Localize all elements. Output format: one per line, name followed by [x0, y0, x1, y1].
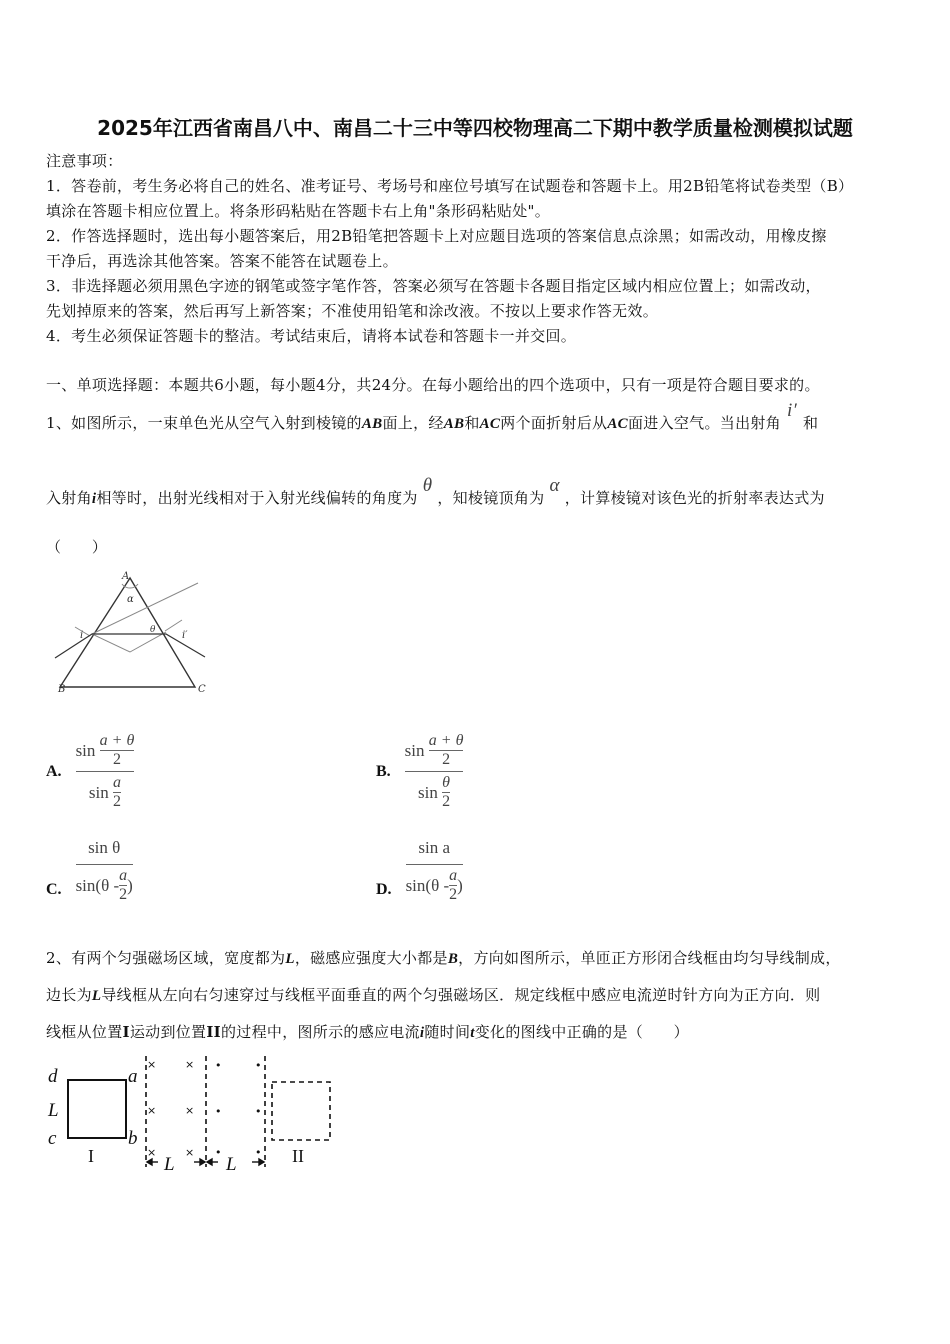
cross-mark: × [185, 1058, 195, 1071]
formula-part: $\frac{\theta}{2}$ [442, 774, 451, 810]
note-line: 填涂在答题卡相应位置上。将条形码粘贴在答题卡右上角"条形码粘贴处"。 [46, 202, 551, 220]
var-ac: AC [607, 416, 628, 432]
option-formula [76, 730, 135, 813]
formula-part: $\frac{a + \theta}{2}$ [99, 732, 135, 768]
text: 和 [803, 414, 819, 432]
text: 边长为 [46, 986, 92, 1004]
option-formula: sin a sin(θ - $\frac{a}{2}$ ) [406, 838, 463, 906]
q2-line-3 [46, 1022, 689, 1043]
dot-mark: • [215, 1146, 222, 1159]
formula-part: sin $\frac{a + \theta}{2}$ [75, 732, 135, 768]
alpha-label: α [127, 594, 134, 605]
text: 面上，经 [382, 414, 444, 432]
text: ，计算棱镜对该色光的折射率表达式为 [564, 489, 825, 507]
notes-heading: 注意事项： [46, 152, 123, 170]
page-title: 2025年江西省南昌八中、南昌二十三中等四校物理高二下期中教学质量检测模拟试题 [97, 116, 853, 140]
option-label: B. [376, 762, 391, 780]
text: 运动到位置 [129, 1023, 207, 1041]
var-t: t [470, 1025, 475, 1041]
q1-answer-paren: （ ） [46, 538, 108, 556]
var-theta: θ [422, 475, 433, 496]
var-ab: AB [443, 416, 465, 432]
iprime-label: i′ [182, 630, 188, 641]
formula-part: $\frac{a}{2}$ [119, 867, 128, 903]
position-i-label: I [88, 1146, 94, 1166]
var-l: L [285, 951, 295, 967]
corner-c-label: c [48, 1128, 57, 1149]
text: 1、如图所示，一束单色光从空气入射到棱镜的 [46, 414, 362, 432]
vertex-b-label: B [58, 684, 66, 695]
width-l2-label: L [226, 1154, 237, 1175]
cross-mark: × [147, 1058, 157, 1071]
var-iprime: i′ [787, 400, 798, 421]
option-label: A. [46, 762, 62, 780]
position-ii-label: II [292, 1146, 304, 1166]
dot-mark: • [255, 1059, 262, 1072]
formula-part: sin $\frac{a}{2}$ [88, 774, 121, 810]
prism-figure [50, 570, 210, 700]
side-l-label: L [48, 1100, 59, 1121]
text: 变化的图线中正确的是（ ） [474, 1023, 689, 1041]
option-a[interactable] [46, 730, 134, 813]
option-formula: sin θ sin(θ - $\frac{a}{2}$ ) [76, 838, 133, 906]
formula-part: sin $\frac{\theta}{2}$ [418, 774, 451, 810]
text: ，知棱镜顶角为 [437, 489, 545, 507]
text: 面进入空气。当出射角 [627, 414, 781, 432]
dot-mark: • [255, 1146, 262, 1159]
theta-label: θ [150, 625, 156, 635]
var-l: L [91, 988, 102, 1004]
formula-part: sin(θ - $\frac{a}{2}$ ) [405, 867, 463, 903]
cross-mark: × [185, 1146, 195, 1159]
dot-mark: • [215, 1105, 222, 1118]
option-d[interactable] [376, 838, 463, 906]
option-c[interactable] [46, 838, 133, 906]
note-line: 3．非选择题必须用黑色字迹的钢笔或签字笔作答，答案必须写在答题卡各题目指定区域内相应位置上；如需改动， [46, 277, 821, 295]
formula-part: $\frac{a}{2}$ [112, 774, 121, 810]
var-i: i [91, 491, 97, 507]
cross-mark: × [147, 1146, 157, 1159]
vertex-a-label: A [122, 571, 130, 582]
text: 和 [464, 414, 480, 432]
corner-d-label: d [48, 1066, 58, 1087]
text: 相等时，出射光线相对于入射光线偏转的角度为 [96, 489, 418, 507]
cross-mark: × [147, 1104, 157, 1117]
var-alpha: α [549, 475, 560, 496]
formula-part: $\frac{a}{2}$ [449, 867, 458, 903]
cross-mark: × [185, 1104, 195, 1117]
q2-line-2 [46, 985, 820, 1006]
width-l1-label: L [164, 1154, 175, 1175]
i-label: i [80, 630, 84, 641]
q1-line-2 [46, 475, 825, 509]
text: 两个面折射后从 [500, 414, 608, 432]
magnetic-field-figure [44, 1052, 344, 1177]
formula-part: sin(θ - $\frac{a}{2}$ ) [75, 867, 133, 903]
var-i: i [419, 1025, 425, 1041]
dot-mark: • [215, 1059, 222, 1072]
note-line: 干净后，再选涂其他答案。答案不能答在试题卷上。 [46, 252, 398, 270]
q1-line-1 [46, 400, 819, 434]
dot-mark: • [255, 1105, 262, 1118]
corner-b-label: b [128, 1128, 138, 1149]
var-pos2: II [206, 1023, 221, 1041]
option-label: C. [46, 881, 62, 898]
var-ac: AC [479, 416, 501, 432]
note-line: 1．答卷前，考生务必将自己的姓名、准考证号、考场号和座位号填写在试题卷和答题卡上。用2B铅笔将试卷类型（B） [46, 177, 854, 195]
var-b: B [447, 951, 459, 967]
text: ，磁感应强度大小都是 [294, 949, 448, 967]
option-label: D. [376, 881, 392, 898]
text: 导线框从左向右匀速穿过与线框平面垂直的两个匀强磁场区．规定线框中感应电流逆时针方向为正方向．则 [101, 986, 821, 1004]
text: 2、有两个匀强磁场区域，宽度都为 [46, 949, 286, 967]
note-line: 先划掉原来的答案，然后再写上新答案；不准使用铅笔和涂改液。不按以上要求作答无效。 [46, 302, 659, 320]
var-pos1: I [122, 1023, 130, 1041]
text: 的过程中，图所示的感应电流 [221, 1023, 420, 1041]
text: 入射角 [46, 489, 92, 507]
formula-part: sin $\frac{a + \theta}{2}$ [404, 732, 464, 768]
vertex-c-label: C [198, 684, 206, 695]
section-heading: 一、单项选择题：本题共6小题，每小题4分，共24分。在每小题给出的四个选项中，只有一项是符合题目要求的。 [46, 376, 820, 394]
text: 线框从位置 [46, 1023, 123, 1041]
option-b[interactable] [376, 730, 463, 813]
text: 随时间 [424, 1023, 471, 1041]
note-line: 2．作答选择题时，选出每小题答案后，用2B铅笔把答题卡上对应题目选项的答案信息点涂黑；如需改动，用橡皮擦 [46, 227, 827, 245]
corner-a-label: a [128, 1066, 138, 1087]
var-ab: AB [361, 416, 383, 432]
note-line: 4．考生必须保证答题卡的整洁。考试结束后，请将本试卷和答题卡一并交回。 [46, 327, 577, 345]
formula-part: $\frac{a + \theta}{2}$ [428, 732, 464, 768]
q2-line-1 [46, 948, 841, 969]
text: ，方向如图所示，单匝正方形闭合线框由均匀导线制成， [458, 949, 841, 967]
option-formula [405, 730, 464, 813]
